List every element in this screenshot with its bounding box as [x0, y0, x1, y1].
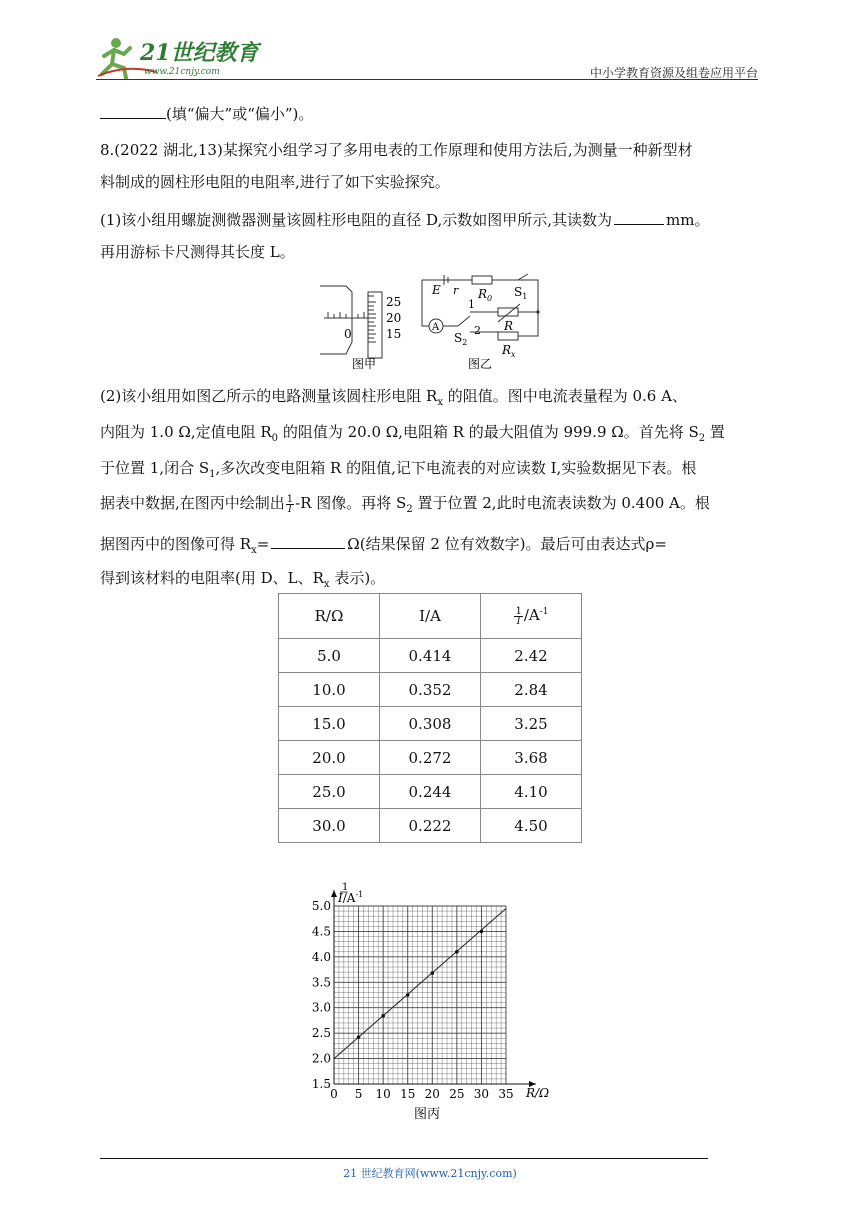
- part2-line6: 得到该材料的电阻率(用 D、L、$R_x$ 表示)。: [100, 569, 386, 590]
- table-row: 10.0 0.352 2.84: [279, 673, 582, 707]
- x-tick-label: 10: [375, 1087, 391, 1101]
- footer-text: 21 世纪教育网(www.21cnjy.com): [343, 1167, 517, 1180]
- figure-micrometer-circuit: [318, 272, 558, 372]
- site-logo: [96, 34, 266, 80]
- part1-line1: [100, 210, 710, 230]
- y-tick-label: 5.0: [311, 899, 331, 913]
- y-tick-label: 4.5: [311, 924, 331, 939]
- chart-figure-bing: [300, 878, 560, 1126]
- part2-line3: 于位置 1,闭合 $S_1$,多次改变电阻箱 R 的阻值,记下电流表的对应读数 I,实验数据见下表。根: [100, 459, 697, 480]
- x-tick-label: 5: [354, 1087, 363, 1101]
- question-8-line2: 料制成的圆柱形电阻的电阻率,进行了如下实验探究。: [100, 173, 450, 191]
- label-figure-jia: 图甲: [352, 357, 377, 371]
- header-r: R/Ω: [279, 594, 380, 639]
- micrometer-tick-15: 15: [386, 327, 402, 341]
- y-axis-arrow-icon: [331, 890, 337, 897]
- data-point: [406, 993, 410, 997]
- header-divider: [96, 79, 758, 80]
- header-inverse-i: $\frac{1}{I}$ $/A^{-1}$: [481, 594, 582, 639]
- fraction-1-over-I: $\frac{1}{I}$: [286, 493, 294, 515]
- x-tick-label: 30: [473, 1087, 490, 1101]
- x-tick-label: 15: [400, 1087, 416, 1101]
- x-tick-label: 20: [424, 1087, 440, 1101]
- x-tick-label: 35: [498, 1087, 514, 1101]
- data-point: [480, 930, 484, 934]
- s2-label: $S_2$: [454, 331, 468, 347]
- part2-line1: (2)该小组用如图乙所示的电路测量该圆柱形电阻 $R_x$ 的阻值。图中电流表量程为 0.6 A、: [100, 387, 687, 408]
- table-row: 15.0 0.308 3.25: [279, 707, 582, 741]
- micrometer-zero: 0: [344, 327, 352, 341]
- part1-line2: 再用游标卡尺测得其长度 L。: [100, 243, 295, 261]
- table-row: 5.0 0.414 2.42: [279, 639, 582, 673]
- label-figure-yi: 图乙: [468, 357, 493, 371]
- logo-url: www.21cnjy.com: [144, 67, 220, 77]
- data-point: [455, 950, 459, 954]
- y-tick-label: 1.5: [311, 1077, 331, 1091]
- data-point: [381, 1014, 385, 1018]
- data-table: [278, 593, 582, 843]
- data-point: [357, 1035, 361, 1039]
- micrometer-figure: [320, 286, 382, 358]
- answer-line-prev: [100, 104, 313, 124]
- r0-label: $R_0$: [478, 287, 493, 303]
- table-row: 30.0 0.222 4.50: [279, 809, 582, 843]
- header-slogan: 中小学教育资源及组卷应用平台: [589, 66, 758, 80]
- x-tick-label: 0: [330, 1087, 338, 1101]
- y-axis-label: $I/A^{-1}$: [338, 890, 364, 905]
- x-tick-label: 25: [449, 1087, 465, 1101]
- y-axis-label-num: 1: [342, 882, 349, 893]
- switch-position-2: 2: [474, 324, 481, 337]
- rx-label: $R_x$: [502, 343, 516, 359]
- chart-axes: [331, 890, 536, 1087]
- footer-divider: [100, 1158, 708, 1159]
- table-row: 25.0 0.244 4.10: [279, 775, 582, 809]
- table-row: 20.0 0.272 3.68: [279, 741, 582, 775]
- y-tick-label: 3.0: [311, 1000, 331, 1015]
- micrometer-tick-20: 20: [386, 311, 402, 325]
- rx-answer-blank: [271, 534, 345, 549]
- hint-text: (填“偏大”或“偏小”)。: [166, 105, 314, 123]
- y-tick-label: 3.5: [311, 975, 331, 990]
- circuit-junction: [536, 310, 539, 313]
- internal-r-label: r: [453, 284, 459, 297]
- data-point: [430, 971, 434, 975]
- y-tick-label: 4.0: [311, 949, 331, 964]
- answer-blank: [100, 104, 166, 119]
- question-8-line1: 8.(2022 湖北,13)某探究小组学习了多用电表的工作原理和使用方法后,为测量一种新型材: [100, 141, 693, 159]
- part1-unit: mm。: [666, 211, 710, 229]
- y-tick-labels: [312, 899, 331, 1091]
- micrometer-answer-blank: [614, 210, 664, 225]
- resistance-box-label: R: [504, 319, 514, 333]
- x-tick-labels: [330, 1087, 513, 1101]
- switch-position-1: 1: [468, 298, 475, 311]
- logo-text: 21世纪教育: [140, 40, 259, 66]
- y-tick-label: 2.5: [311, 1026, 331, 1041]
- part2-line5: 据图丙中的图像可得 $R_x= \Omega$(结果保留 2 位有效数字)。最后可由表达式ρ=: [100, 535, 667, 556]
- part2-line2: 内阻为 1.0 Ω,定值电阻 $R_0$ 的阻值为 20.0 Ω,电阻箱 R 的最大阻值为 999.9 Ω。首先将 $S_2$ 置: [100, 423, 725, 444]
- table-header-row: [279, 594, 582, 639]
- y-tick-label: 2.0: [311, 1051, 331, 1066]
- emf-label: E: [432, 283, 441, 297]
- part1-text: (1)该小组用螺旋测微器测量该圆柱形电阻的直径 D,示数如图甲所示,其读数为: [100, 211, 613, 229]
- header-i: I/A: [380, 594, 481, 639]
- s1-label: $S_1$: [514, 285, 528, 301]
- label-figure-bing: 图丙: [414, 1107, 441, 1122]
- part2-line4: 据表中数据,在图丙中绘制出 $\frac{1}{I}$ -R 图像。再将 $S_2$ 置于位置 2,此时电流表读数为 0.400 A。根: [100, 493, 710, 515]
- page-header: [96, 30, 758, 80]
- ammeter-label: A: [432, 322, 440, 333]
- micrometer-tick-25: 25: [386, 295, 402, 309]
- x-axis-label: R/Ω: [526, 1086, 550, 1100]
